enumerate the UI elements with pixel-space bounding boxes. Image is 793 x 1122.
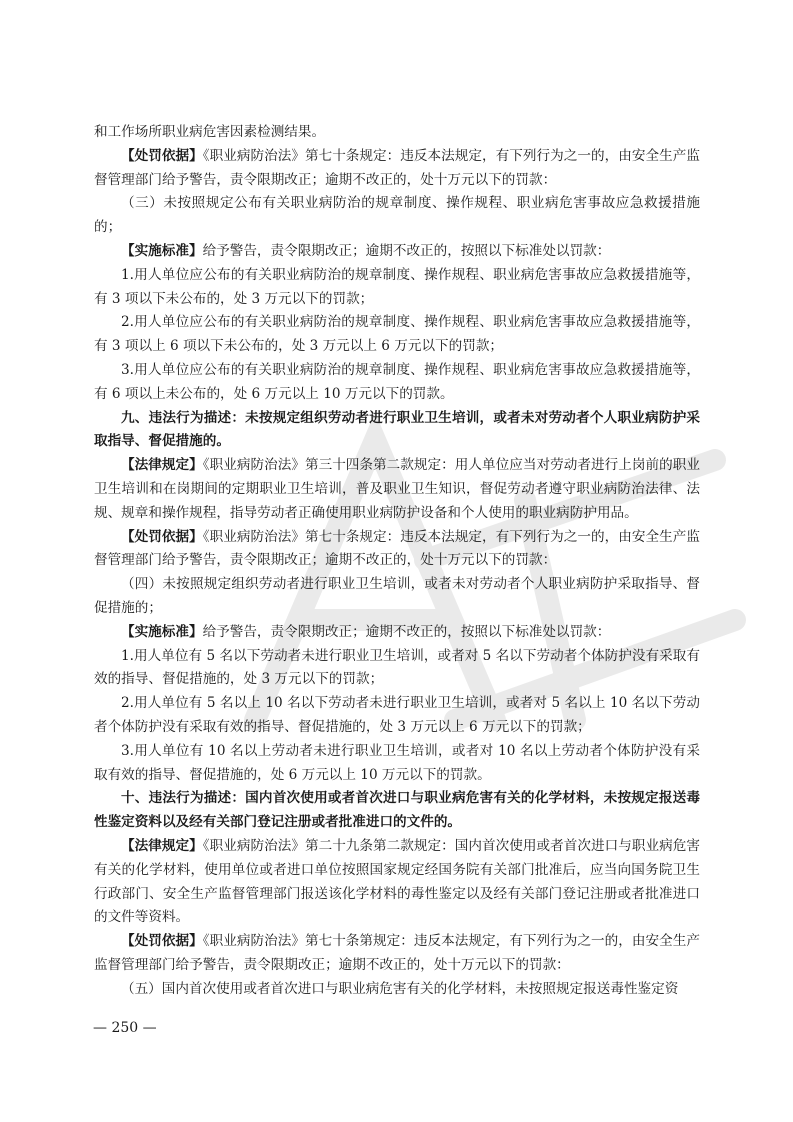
implementation-standard-label: 【实施标准】 — [121, 242, 203, 259]
implementation-standard-label: 【实施标准】 — [121, 623, 203, 640]
penalty-basis-text: 《职业病防治法》第七十条第规定：违反本法规定，有下列行为之一的，由安全生产监督管理部门给予警告，责令限期改正；逾期不改正的，处十万元以下的罚款： — [94, 933, 701, 973]
section-heading-nine: 九、违法行为描述：未按规定组织劳动者进行职业卫生培训，或者未对劳动者个人职业病防护采取指导、督促措施的。 — [94, 409, 700, 450]
penalty-basis-text: 《职业病防治法》第七十条规定：违反本法规定，有下列行为之一的，由安全生产监督管理部门给予警告，责令限期改正；逾期不改正的，处十万元以下的罚款： — [94, 147, 701, 188]
paragraph-standard-2: 2.用人单位有 5 名以上 10 名以下劳动者未进行职业卫生培训，或者对 5 名以上 10 名以下劳动者个体防护没有采取有效的指导、督促措施的，处 3 万元以上 6 万元以下的罚款； — [94, 695, 700, 735]
legal-provision-text: 《职业病防治法》第三十四条第二款规定：用人单位应当对劳动者进行上岗前的职业卫生培训和在岗期间的定期职业卫生培训，普及职业卫生知识，督促劳动者遵守职业病防治法律、法规、规章和操作规程，指导劳动者正确使用职业病防护设备和个人使用的职业病防护用品。 — [94, 457, 701, 521]
paragraph-penalty-basis — [94, 930, 700, 978]
legal-provision-text: 《职业病防治法》第二十九条第二款规定：国内首次使用或者首次进口与职业病危害有关的化学材料，使用单位或者进口单位按照国家规定经国务院有关部门批准后，应当向国务院卫生行政部门、安全生产监督管理部门报送该化学材料的毒性鉴定以及经有关部门登记注册或者批准进口的文件等资料。 — [94, 837, 701, 926]
paragraph-penalty-basis — [94, 145, 700, 193]
penalty-basis-label: 【处罚依据】 — [121, 147, 203, 164]
page-number: — 250 — — [93, 1020, 157, 1036]
legal-provision-label: 【法律规定】 — [121, 457, 203, 474]
paragraph-standard-1: 1.用人单位应公布的有关职业病防治的规章制度、操作规程、职业病危害事故应急救援措施等，有 3 项以下未公布的，处 3 万元以下的罚款； — [94, 266, 700, 307]
penalty-basis-label: 【处罚依据】 — [121, 528, 203, 545]
implementation-standard-text: 给予警告，责令限期改正；逾期不改正的，按照以下标准处以罚款： — [202, 623, 611, 640]
paragraph-legal-provision — [94, 835, 700, 930]
paragraph-standard-1: 1.用人单位有 5 名以下劳动者未进行职业卫生培训，或者对 5 名以下劳动者个体防护没有采取有效的指导、督促措施的，处 3 万元以下的罚款； — [94, 647, 700, 688]
paragraph-implementation-standard — [94, 240, 700, 264]
paragraph-item-five: （五）国内首次使用或者首次进口与职业病危害有关的化学材料，未按照规定报送毒性鉴定资 — [121, 980, 679, 997]
legal-provision-label: 【法律规定】 — [121, 837, 203, 854]
paragraph-penalty-basis — [94, 526, 700, 574]
document-body — [94, 121, 700, 1001]
paragraph-item-three: （三）未按照规定公布有关职业病防治的规章制度、操作规程、职业病危害事故应急救援措施的； — [94, 195, 700, 236]
paragraph-legal-provision — [94, 454, 700, 525]
paragraph-implementation-standard — [94, 621, 700, 645]
paragraph-standard-2: 2.用人单位应公布的有关职业病防治的规章制度、操作规程、职业病危害事故应急救援措施等，有 3 项以上 6 项以下未公布的，处 3 万元以上 6 万元以下的罚款； — [94, 314, 700, 355]
paragraph-standard-3: 3.用人单位应公布的有关职业病防治的规章制度、操作规程、职业病危害事故应急救援措施等，有 6 项以上未公布的，处 6 万元以上 10 万元以下的罚款。 — [94, 361, 700, 402]
section-heading-ten: 十、违法行为描述：国内首次使用或者首次进口与职业病危害有关的化学材料，未按规定报送毒性鉴定资料以及经有关部门登记注册或者批准进口的文件的。 — [94, 790, 700, 831]
paragraph-item-four: （四）未按照规定组织劳动者进行职业卫生培训，或者未对劳动者个人职业病防护采取指导、督促措施的； — [94, 576, 700, 616]
penalty-basis-label: 【处罚依据】 — [121, 933, 203, 950]
penalty-basis-text: 《职业病防治法》第七十条规定：违反本法规定，有下列行为之一的，由安全生产监督管理部门给予警告，责令限期改正；逾期不改正的，处十万元以下的罚款： — [94, 528, 701, 569]
paragraph-standard-3: 3.用人单位有 10 名以上劳动者未进行职业卫生培训，或者对 10 名以上劳动者个体防护没有采取有效的指导、督促措施的，处 6 万元以上 10 万元以下的罚款。 — [94, 742, 700, 783]
implementation-standard-text: 给予警告，责令限期改正；逾期不改正的，按照以下标准处以罚款： — [202, 242, 611, 259]
paragraph-continuation: 和工作场所职业病危害因素检测结果。 — [94, 124, 326, 140]
